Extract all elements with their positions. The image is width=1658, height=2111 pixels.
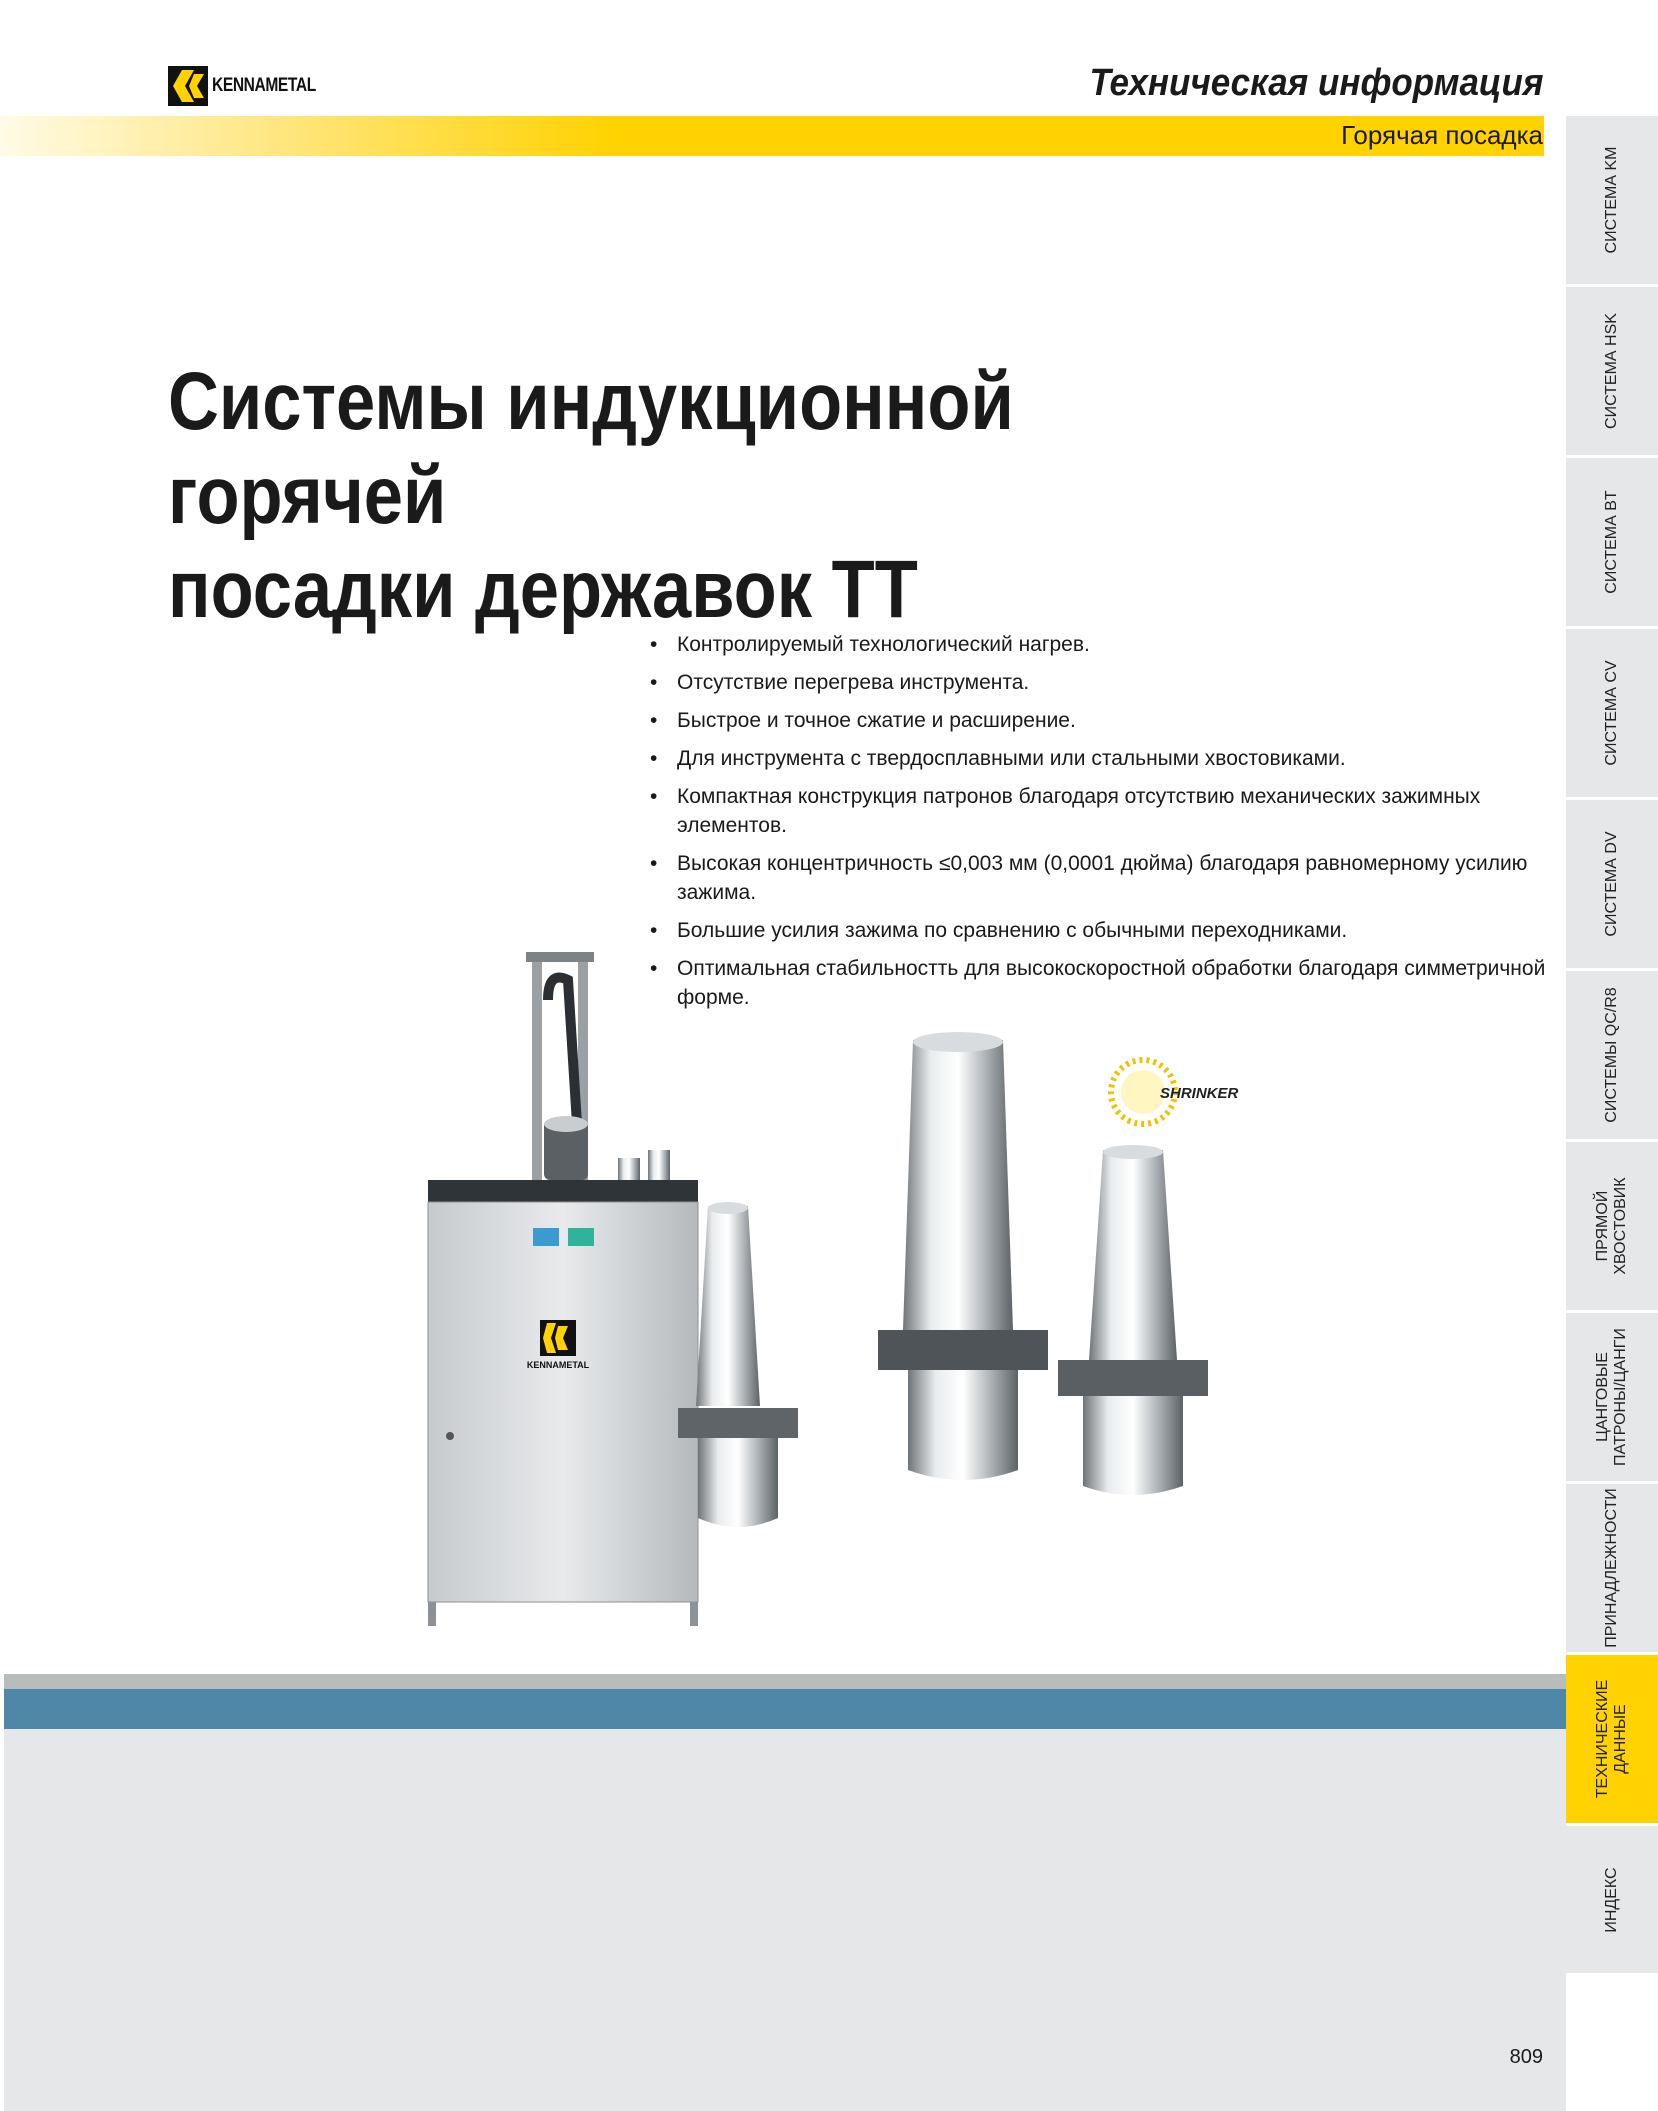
tab-collet-chucks[interactable] bbox=[1566, 1313, 1658, 1484]
shrinker-label: SHRINKER bbox=[1160, 1085, 1239, 1102]
tab-system-hsk[interactable] bbox=[1566, 287, 1658, 458]
tab-system-cv[interactable] bbox=[1566, 629, 1658, 800]
kennametal-logo bbox=[168, 66, 339, 106]
tab-label: СИСТЕМА HSK bbox=[1603, 313, 1620, 429]
product-photo bbox=[408, 940, 1308, 1640]
footer-blue-band bbox=[4, 1689, 1566, 1729]
tab-systems-qc-r8[interactable] bbox=[1566, 971, 1658, 1142]
footer-panel bbox=[4, 1729, 1566, 2111]
tab-system-dv[interactable] bbox=[1566, 800, 1658, 971]
tab-system-bt[interactable] bbox=[1566, 458, 1658, 629]
tab-label: ИНДЕКС bbox=[1603, 1866, 1620, 1933]
brand-name: KENNAMETAL bbox=[212, 75, 316, 96]
tab-label: СИСТЕМА KM bbox=[1603, 146, 1620, 254]
tab-label: ПРИНАДЛЕЖНОСТИ bbox=[1603, 1488, 1620, 1648]
footer-gray-band bbox=[4, 1674, 1566, 1689]
page-section-title: Техническая информация bbox=[1089, 62, 1543, 104]
tab-label: СИСТЕМА CV bbox=[1603, 660, 1620, 766]
tab-label: ТЕХНИЧЕСКИЕ ДАННЫЕ bbox=[1594, 1679, 1629, 1799]
tab-label: ЦАНГОВЫЕ ПАТРОНЫ/ЦАНГИ bbox=[1594, 1328, 1629, 1466]
subsection-title: Горячая посадка bbox=[1341, 120, 1543, 150]
tab-label: СИСТЕМЫ QC/R8 bbox=[1603, 987, 1620, 1123]
feature-item: • Высокая концентричность ≤0,003 мм (0,0001 дюйма) благодаря равномерному усилию зажима. bbox=[650, 849, 1550, 907]
tab-index[interactable] bbox=[1566, 1826, 1658, 1976]
feature-item: • Компактная конструкция патронов благодаря отсутствию механических зажимных элементов. bbox=[650, 782, 1550, 840]
feature-item: • Отсутствие перегрева инструмента. bbox=[650, 668, 1550, 697]
feature-item: • Большие усилия зажима по сравнению с обычными переходниками. bbox=[650, 916, 1550, 945]
main-heading-line-2: посадки державок TT bbox=[168, 544, 918, 635]
tab-accessories[interactable] bbox=[1566, 1484, 1658, 1655]
kennametal-k-icon bbox=[168, 66, 208, 106]
feature-item: • Для инструмента с твердосплавными или стальными хвостовиками. bbox=[650, 744, 1550, 773]
tab-system-km[interactable] bbox=[1566, 116, 1658, 287]
main-heading bbox=[168, 355, 1200, 637]
cabinet-brand-label: KENNAMETAL bbox=[526, 1360, 590, 1370]
tab-technical-data[interactable] bbox=[1566, 1655, 1658, 1826]
tab-straight-shank[interactable] bbox=[1566, 1142, 1658, 1313]
tab-label: ПРЯМОЙ ХВОСТОВИК bbox=[1594, 1177, 1629, 1275]
header-yellow-bar bbox=[0, 116, 1544, 156]
main-heading-line-1: Системы индукционной горячей bbox=[168, 356, 1014, 541]
page-number: 809 bbox=[1509, 2046, 1543, 2068]
tab-label: СИСТЕМА DV bbox=[1603, 831, 1620, 937]
feature-item: • Оптимальная стабильностть для высокоскоростной обработки благодаря симметричной форме. bbox=[650, 954, 1550, 1012]
feature-item: • Быстрое и точное сжатие и расширение. bbox=[650, 706, 1550, 735]
feature-item: • Контролируемый технологический нагрев. bbox=[650, 630, 1550, 659]
section-tabs bbox=[1566, 116, 1658, 1976]
tab-label: СИСТЕМА BT bbox=[1603, 490, 1620, 594]
